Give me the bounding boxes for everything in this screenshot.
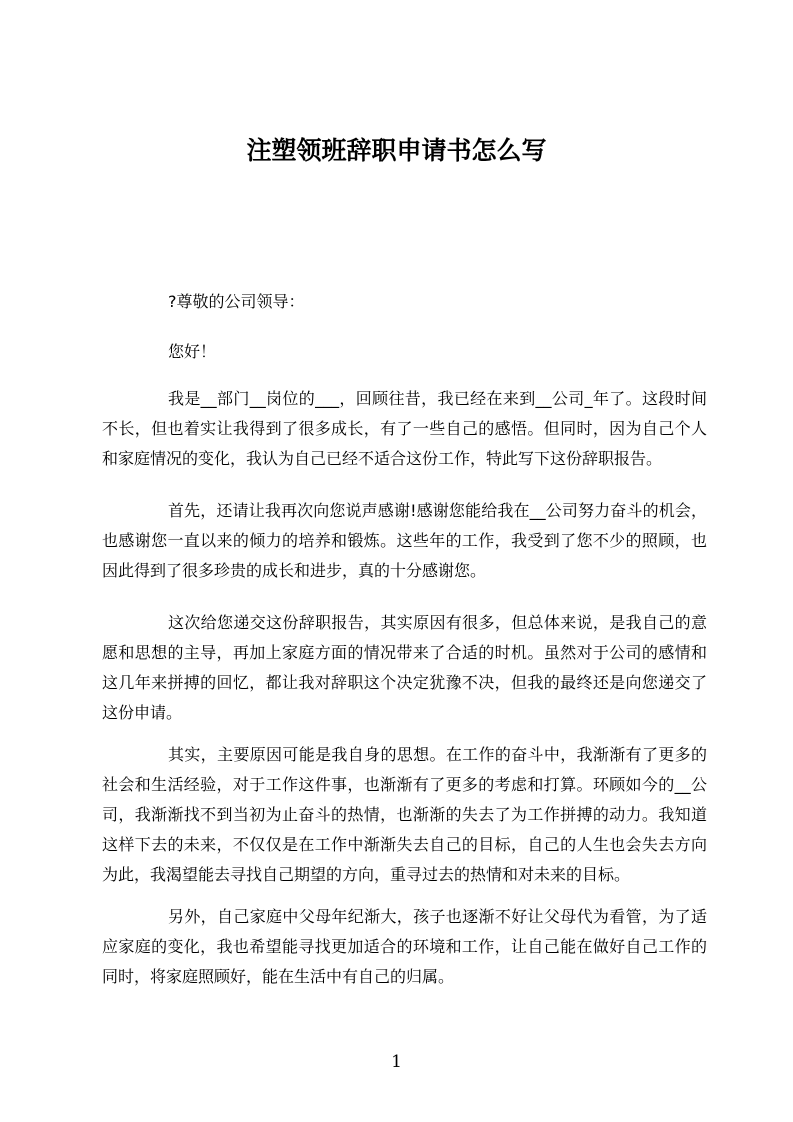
page-number: 1 <box>391 1052 402 1072</box>
salutation-line: 您好！ <box>168 342 217 361</box>
greeting-line: ?尊敬的公司领导： <box>168 292 305 311</box>
body-paragraph: 另外，自己家庭中父母年纪渐大，孩子也逐渐不好让父母代为看管，为了适应家庭的变化，我也希望能寻找更加适合的环境和工作，让自己能在做好自己工作的同时，将家庭照顾好，能在生活中有自己的归属。 <box>102 907 707 986</box>
body-paragraph: 首先，还请让我再次向您说声感谢!感谢您能给我在__公司努力奋斗的机会，也感谢您一直以来的倾力的培养和锻炼。这些年的工作，我受到了您不少的照顾，也因此得到了很多珍贵的成长和进步，真的十分感谢您。 <box>102 501 707 580</box>
body-paragraph: 我是__部门__岗位的___，回顾往昔，我已经在来到__公司_年了。这段时间不长，但也着实让我得到了很多成长，有了一些自己的感悟。但同时，因为自己个人和家庭情况的变化，我认为自己已经不适合这份工作，特此写下这份辞职报告。 <box>102 389 707 468</box>
body-paragraph: 其实，主要原因可能是我自身的思想。在工作的奋斗中，我渐渐有了更多的社会和生活经验，对于工作这件事，也渐渐有了更多的考虑和打算。环顾如今的__公司，我渐渐找不到当初为止奋斗的热情，也渐渐的失去了为工作拼搏的动力。我知道这样下去的未来，不仅仅是在工作中渐渐失去自己的目标，自己的人生也会失去方向为此，我渴望能去寻找自己期望的方向，重寻过去的热情和对未来的目标。 <box>102 745 707 884</box>
body-paragraph: 这次给您递交这份辞职报告，其实原因有很多，但总体来说，是我自己的意愿和思想的主导，再加上家庭方面的情况带来了合适的时机。虽然对于公司的感情和这几年来拼搏的回忆，都让我对辞职这个决定犹豫不决，但我的最终还是向您递交了这份申请。 <box>102 613 707 722</box>
document-body <box>102 287 707 992</box>
page-title: 注塑领班辞职申请书怎么写 <box>246 136 547 165</box>
